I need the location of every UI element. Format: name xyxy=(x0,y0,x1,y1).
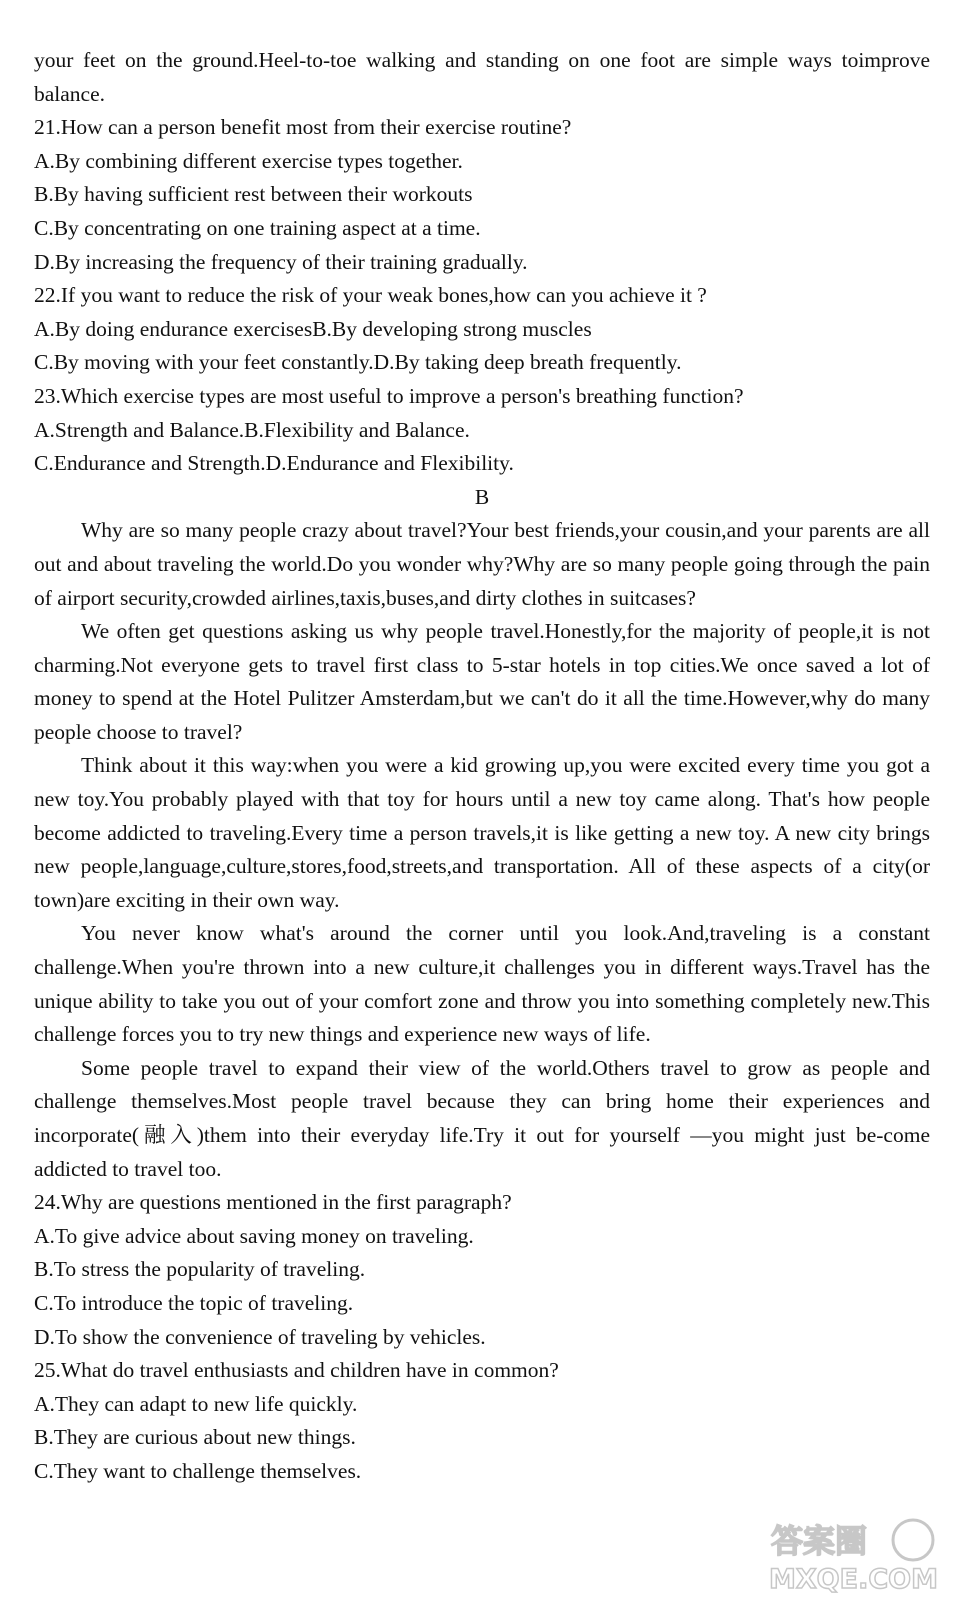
passage-paragraph-4: You never know what's around the corner until you look.And,traveling is a constant challenge.When you're thrown into a new culture,it challenges you in different ways.Travel has the unique ability to take you out of your comfort zone and throw you into something completely new.This challenge forces you to try new things and experience new ways of life. xyxy=(34,921,930,1047)
document-page xyxy=(34,44,930,1489)
section-heading: B xyxy=(474,484,490,509)
options-a-b: A.By doing endurance exercisesB.By developing strong muscles xyxy=(34,316,592,341)
question-stem: 25.What do travel enthusiasts and children have in common? xyxy=(34,1358,559,1383)
option-a: A.They can adapt to new life quickly. xyxy=(34,1391,358,1416)
question-25 xyxy=(34,1354,930,1488)
option-c: C.By concentrating on one training aspect at a time. xyxy=(34,215,481,240)
question-stem: 21.How can a person benefit most from their exercise routine? xyxy=(34,115,572,140)
watermark-logo xyxy=(763,1516,953,1594)
watermark-circle-icon xyxy=(893,1520,933,1560)
question-23 xyxy=(34,380,930,481)
watermark-bottom-text: MXQE.COM xyxy=(769,1564,938,1594)
option-c: C.They want to challenge themselves. xyxy=(34,1458,362,1483)
passage-paragraph-2: We often get questions asking us why people travel.Honestly,for the majority of people,it is not charming.Not everyone gets to travel first class to 5-star hotels in top cities.We once saved a lot of money to spend at the Hotel Pulitzer Amsterdam,but we can't do it all the time.However,why do many people choose to travel? xyxy=(34,619,930,744)
passage-paragraph-3: Think about it this way:when you were a kid growing up,you were excited every time you got a new toy.You probably played with that toy for hours until a new toy came along. That's how people become addicted to traveling.Every time a person travels,it is like getting a new toy. A new city brings new people,language,culture,stores,food,streets,and transportation. All of these aspects of a city(or town)are exciting in their own way. xyxy=(34,753,930,912)
option-b: B.They are curious about new things. xyxy=(34,1425,356,1450)
option-b: B.To stress the popularity of traveling. xyxy=(34,1257,366,1282)
question-21 xyxy=(34,111,930,279)
question-stem: 24.Why are questions mentioned in the first paragraph? xyxy=(34,1190,512,1215)
passage-paragraph-5: Some people travel to expand their view of the world.Others travel to grow as people and challenge themselves.Most people travel because they can bring home their experiences and incorporate(融入)them into their everyday life.Try it out for yourself —you might just be-come addicted to travel too. xyxy=(34,1055,930,1181)
question-24 xyxy=(34,1186,930,1354)
option-b: B.By having sufficient rest between their workouts xyxy=(34,182,473,207)
question-stem: 22.If you want to reduce the risk of your weak bones,how can you achieve it ? xyxy=(34,283,707,308)
option-d: D.By increasing the frequency of their training gradually. xyxy=(34,249,528,274)
question-stem: 23.Which exercise types are most useful to improve a person's breathing function? xyxy=(34,383,744,408)
intro-paragraph: your feet on the ground.Heel-to-toe walking and standing on one foot are simple ways toimprove balance. xyxy=(34,48,930,106)
watermark-top-text: 答案圈 xyxy=(771,1522,868,1560)
options-a-b: A.Strength and Balance.B.Flexibility and Balance. xyxy=(34,417,470,442)
option-a: A.By combining different exercise types together. xyxy=(34,148,463,173)
options-c-d: C.By moving with your feet constantly.D.By taking deep breath frequently. xyxy=(34,350,682,375)
option-d: D.To show the convenience of traveling by vehicles. xyxy=(34,1324,486,1349)
option-a: A.To give advice about saving money on traveling. xyxy=(34,1223,474,1248)
options-c-d: C.Endurance and Strength.D.Endurance and Flexibility. xyxy=(34,451,514,476)
option-c: C.To introduce the topic of traveling. xyxy=(34,1290,354,1315)
passage-paragraph-1: Why are so many people crazy about travel?Your best friends,your cousin,and your parents are all out and about traveling the world.Do you wonder why?Why are so many people going through the pain of airport security,crowded airlines,taxis,buses,and dirty clothes in suitcases? xyxy=(34,518,930,610)
question-22 xyxy=(34,279,930,380)
